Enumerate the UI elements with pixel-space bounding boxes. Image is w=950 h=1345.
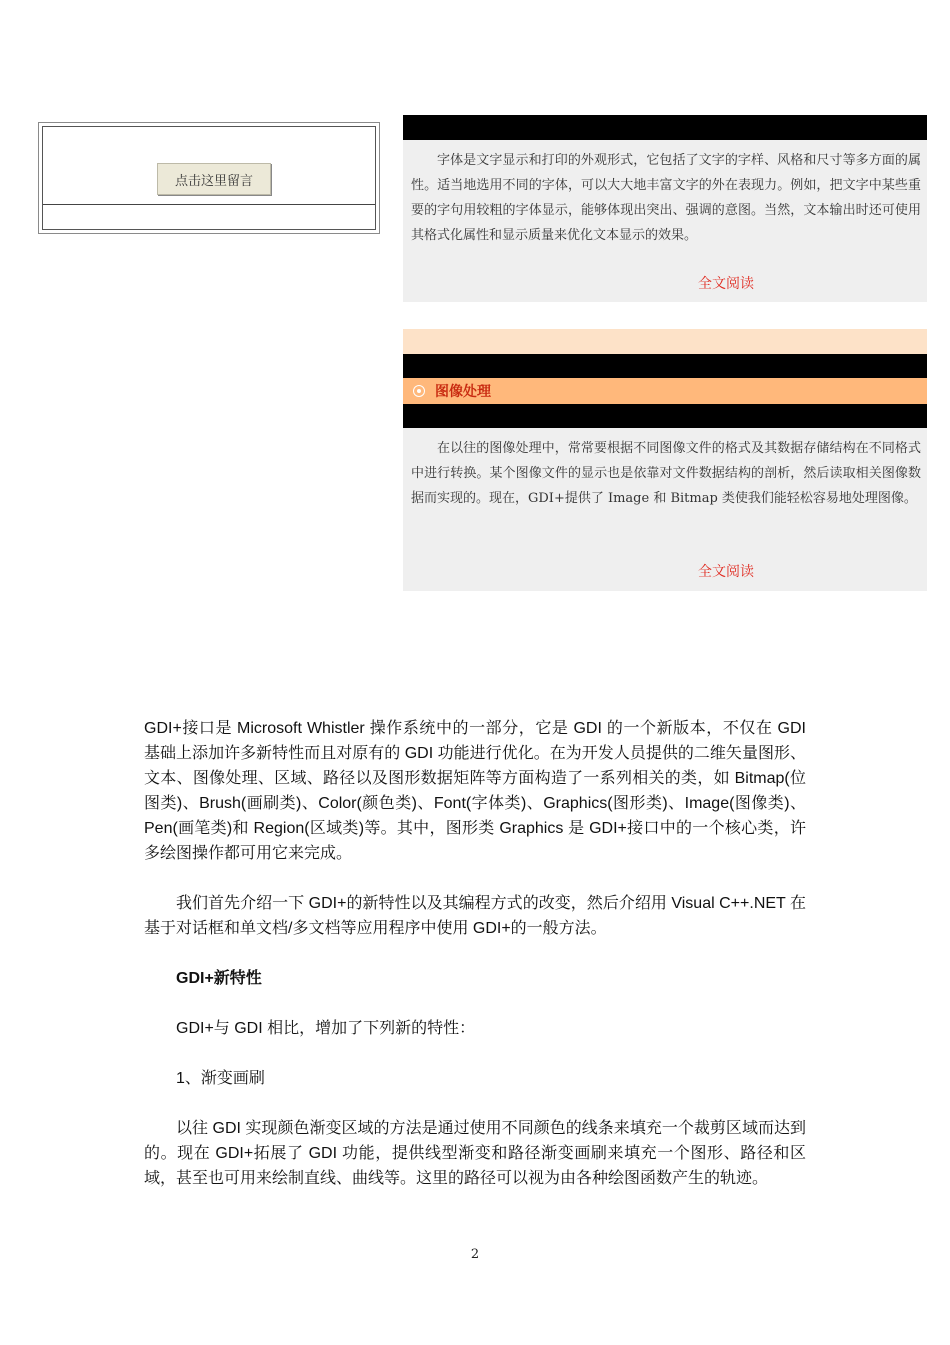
leave-message-button[interactable]: 点击这里留言 <box>157 163 271 195</box>
article-list-item: 1、渐变画刷 <box>176 1070 265 1087</box>
section-title-bar <box>403 378 927 404</box>
article-paragraph: 以往 GDI 实现颜色渐变区域的方法是通过使用不同颜色的线条来填充一个裁剪区域而达到的。现在 GDI+拓展了 GDI 功能，提供线型渐变和路径渐变画刷来填充一个图形、路径和区域，甚至也可用来绘制直线、曲线等。这里的路径可以视为由各种绘图函数产生的轨迹。 <box>144 1120 806 1187</box>
panel-top-band <box>403 329 927 354</box>
font-summary-panel <box>403 140 927 302</box>
section-title[interactable]: 图像处理 <box>435 384 491 400</box>
article-body <box>144 716 806 1191</box>
message-box-frame <box>42 126 376 230</box>
article-paragraph: GDI+接口是 Microsoft Whistler 操作系统中的一部分，它是 GDI 的一个新版本，不仅在 GDI 基础上添加许多新特性而且对原有的 GDI 功能进行优化。在为开发人员提供的二维矢量图形、文本、图像处理、区域、路径以及图形数据矩阵等方面构造了一系列相关的类，如 Bitmap(位图类)、Brush(画刷类)、Color(颜色类)、Font(字体类)、Graphics(图形类)、Image(图像类)、Pen(画笔类)和 Region(区域类)等。其中，图形类 Graphics 是 GDI+接口中的一个核心类，许多绘图操作都可用它来完成。 <box>144 720 806 862</box>
message-box-divider <box>43 204 375 205</box>
read-more-link[interactable]: 全文阅读 <box>698 276 754 292</box>
circle-bullet-icon <box>413 385 425 397</box>
read-more-link[interactable]: 全文阅读 <box>698 564 754 580</box>
panel-header-bar <box>403 354 927 378</box>
image-processing-panel <box>403 428 927 591</box>
article-paragraph: 我们首先介绍一下 GDI+的新特性以及其编程方式的改变，然后介绍用 Visual C++.NET 在基于对话框和单文档/多文档等应用程序中使用 GDI+的一般方法。 <box>144 895 806 937</box>
panel-body-text: 在以往的图像处理中，常常要根据不同图像文件的格式及其数据存储结构在不同格式中进行转换。某个图像文件的显示也是依靠对文件数据结构的剖析，然后读取相关图像数据而实现的。现在，GDI+提供了 Image 和 Bitmap 类使我们能轻松容易地处理图像。 <box>411 441 921 506</box>
panel-header-bar <box>403 404 927 428</box>
article-heading: GDI+新特性 <box>176 970 262 987</box>
message-box <box>38 122 380 234</box>
panel-body-text: 字体是文字显示和打印的外观形式，它包括了文字的字样、风格和尺寸等多方面的属性。适当地选用不同的字体，可以大大地丰富文字的外在表现力。例如，把文字中某些重要的字句用较粗的字体显示，能够体现出突出、强调的意图。当然，文本输出时还可使用其格式化属性和显示质量来优化文本显示的效果。 <box>411 153 921 243</box>
panel-header-bar <box>403 115 927 140</box>
page-number: 2 <box>470 1247 480 1262</box>
article-paragraph: GDI+与 GDI 相比，增加了下列新的特性： <box>176 1020 476 1037</box>
